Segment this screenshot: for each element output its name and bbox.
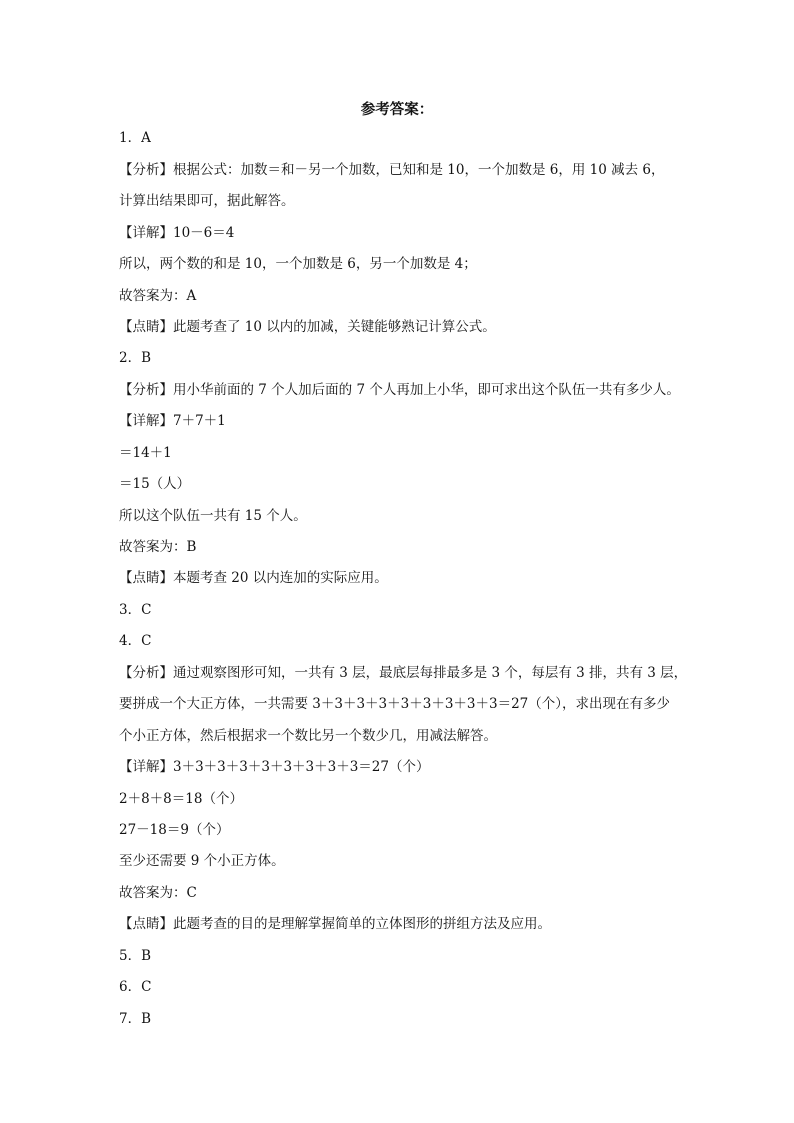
answer-4-comment: 【点睛】此题考查的目的是理解掌握简单的立体图形的拼组方法及应用。 [119,916,551,932]
answer-2-comment: 【点睛】本题考查 20 以内连加的实际应用。 [119,570,388,586]
answer-3-label: 3．C [119,602,152,618]
answer-4-detail-line: 27－18＝9（个） [119,822,230,838]
answer-2-detail-line: 所以这个队伍一共有 15 个人。 [119,508,307,524]
page-title: 参考答案： [360,102,434,118]
answer-4-result: 故答案为：C [119,885,197,901]
answer-2-label: 2．B [119,350,152,366]
answer-2-detail-line: ＝15（人） [119,476,191,492]
answer-2-result: 故答案为：B [119,539,197,555]
answer-4-analysis-cont: 要拼成一个大正方体，一共需要 3＋3＋3＋3＋3＋3＋3＋3＋3＝27（个），求出现在有多少 [119,696,671,712]
answer-6-label: 6．C [119,979,152,995]
answer-1-analysis: 【分析】根据公式：加数＝和－另一个加数，已知和是 10，一个加数是 6，用 10 减去 6， [119,162,665,178]
answer-4-analysis-cont: 个小正方体，然后根据求一个数比另一个数少几，用减法解答。 [119,728,497,744]
answer-4-detail-line: 2＋8＋8＝18（个） [119,791,243,807]
answer-2-detail-line: ＝14＋1 [119,445,172,461]
answer-1-comment: 【点睛】此题考查了 10 以内的加减，关键能够熟记计算公式。 [119,319,496,335]
answer-4-detail: 【详解】3＋3＋3＋3＋3＋3＋3＋3＋3＝27（个） [119,759,430,775]
answer-4-label: 4．C [119,633,152,649]
answer-2-analysis: 【分析】用小华前面的 7 个人加后面的 7 个人再加上小华，即可求出这个队伍一共有多少人。 [119,382,680,398]
answer-1-analysis-cont: 计算出结果即可，据此解答。 [119,193,295,209]
answer-1-detail: 【详解】10－6＝4 [119,225,235,241]
answer-4-analysis: 【分析】通过观察图形可知，一共有 3 层，最底层每排最多是 3 个，每层有 3 排，共有 3 层， [119,665,688,681]
answer-1-detail-line: 所以，两个数的和是 10，一个加数是 6，另一个加数是 4； [119,256,477,272]
answer-2-detail: 【详解】7＋7＋1 [119,413,226,429]
answer-1-result: 故答案为：A [119,288,197,304]
answer-4-detail-line: 至少还需要 9 个小正方体。 [119,853,285,869]
answer-5-label: 5．B [119,948,152,964]
answer-1-label: 1．A [119,130,151,146]
answer-7-label: 7．B [119,1011,152,1027]
